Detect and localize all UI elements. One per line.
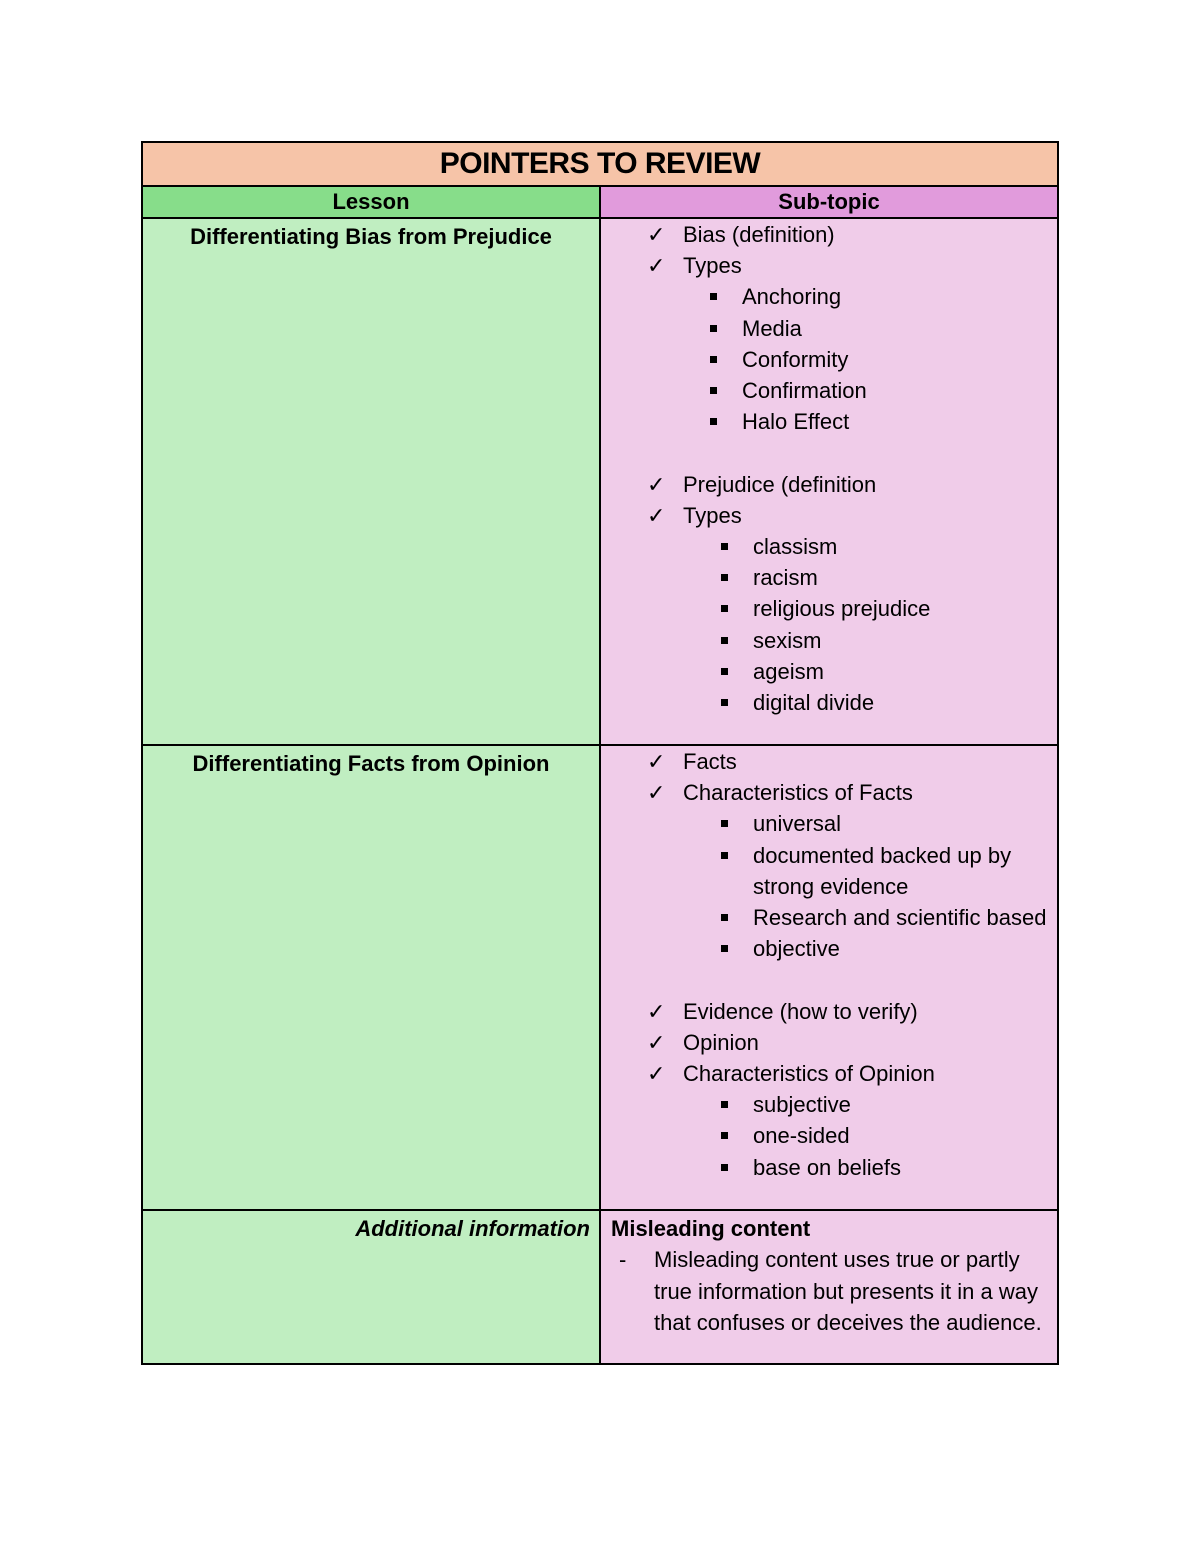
list-item — [601, 625, 1057, 656]
checkmark-icon: ✓ — [647, 780, 666, 806]
list-item — [601, 375, 1057, 406]
square-bullet-icon — [710, 293, 717, 300]
list-item-text: Conformity — [742, 346, 849, 372]
misleading-heading: Misleading content — [611, 1216, 811, 1241]
list-item-text: Types — [683, 253, 742, 279]
list-item-text: base on beliefs — [753, 1154, 901, 1180]
list-item — [601, 1120, 1057, 1151]
misleading-description: Misleading content uses true or partly true information but presents it in a way that confuses or deceives the audience. — [654, 1247, 1042, 1335]
list-item — [601, 531, 1057, 562]
table-row — [142, 745, 1058, 1210]
list-item — [601, 933, 1057, 964]
square-bullet-icon — [721, 820, 728, 827]
subtopic-list — [601, 746, 1057, 1183]
list-item — [601, 469, 1057, 500]
list-item-text: Halo Effect — [742, 409, 850, 435]
square-bullet-icon — [710, 418, 717, 425]
list-item — [601, 1058, 1057, 1089]
table-row — [142, 1210, 1058, 1364]
list-item-text: Prejudice (definition — [683, 471, 877, 497]
dash-bullet: - — [619, 1247, 627, 1272]
square-bullet-icon — [721, 668, 728, 675]
lesson-cell — [142, 745, 600, 1210]
table-row — [142, 218, 1058, 745]
checkmark-icon: ✓ — [647, 253, 666, 279]
list-item-text: Evidence (how to verify) — [683, 998, 918, 1024]
list-item — [601, 777, 1057, 808]
checkmark-icon: ✓ — [647, 1029, 666, 1055]
list-item-text: classism — [753, 534, 838, 560]
column-header-subtopic: Sub-topic — [600, 186, 1058, 218]
square-bullet-icon — [721, 605, 728, 612]
table-title: POINTERS TO REVIEW — [142, 142, 1058, 186]
list-item-text: Research and scientific based — [753, 905, 1047, 931]
subtopic-cell — [600, 745, 1058, 1210]
subtopic-cell — [600, 1210, 1058, 1364]
lesson-cell — [142, 1210, 600, 1364]
square-bullet-icon — [710, 325, 717, 332]
list-item-text: Anchoring — [742, 284, 842, 310]
list-item — [601, 996, 1057, 1027]
list-item-text: sexism — [753, 627, 822, 653]
square-bullet-icon — [721, 852, 728, 859]
square-bullet-icon — [721, 1101, 728, 1108]
list-item-text: Media — [742, 315, 802, 341]
checkmark-icon: ✓ — [647, 749, 666, 774]
list-item — [601, 1089, 1057, 1120]
lesson-title: Differentiating Bias from Prejudice — [190, 224, 552, 249]
list-item — [601, 219, 1057, 250]
list-item-text: universal — [753, 811, 842, 837]
list-item-text: racism — [753, 565, 818, 591]
checkmark-icon: ✓ — [647, 1061, 666, 1087]
square-bullet-icon — [721, 637, 728, 644]
list-spacer — [601, 964, 1057, 995]
checkmark-icon: ✓ — [647, 222, 666, 247]
list-item-text: Characteristics of Opinion — [683, 1061, 935, 1087]
square-bullet-icon — [710, 387, 717, 394]
list-item — [601, 593, 1057, 624]
list-item-text: Facts — [683, 749, 737, 774]
list-item — [601, 406, 1057, 437]
checkmark-icon: ✓ — [647, 471, 666, 497]
list-item-text: documented backed up by strong evidence — [753, 842, 1012, 899]
subtopic-list — [601, 219, 1057, 718]
list-item — [601, 687, 1057, 718]
square-bullet-icon — [721, 1164, 728, 1171]
list-item-text: digital divide — [753, 690, 875, 716]
list-item — [601, 562, 1057, 593]
list-item — [601, 840, 1057, 902]
list-item — [601, 1152, 1057, 1183]
list-item — [601, 902, 1057, 933]
list-item — [601, 656, 1057, 687]
list-item-text: ageism — [753, 658, 824, 684]
list-item — [601, 313, 1057, 344]
list-item — [601, 1244, 1057, 1339]
review-table — [141, 141, 1059, 1365]
square-bullet-icon — [710, 356, 717, 363]
checkmark-icon: ✓ — [647, 502, 666, 528]
list-item — [601, 1027, 1057, 1058]
square-bullet-icon — [721, 543, 728, 550]
list-item-text: Characteristics of Facts — [683, 780, 913, 806]
square-bullet-icon — [721, 1132, 728, 1139]
square-bullet-icon — [721, 914, 728, 921]
checkmark-icon: ✓ — [647, 998, 666, 1024]
list-item — [601, 808, 1057, 839]
list-item-text: one-sided — [753, 1123, 850, 1149]
list-item — [601, 344, 1057, 375]
list-item-text: subjective — [753, 1092, 851, 1118]
additional-info-label: Additional information — [355, 1216, 590, 1241]
list-spacer — [601, 437, 1057, 468]
list-item-text: Bias (definition) — [683, 222, 835, 247]
list-item — [601, 281, 1057, 312]
list-item — [601, 500, 1057, 531]
square-bullet-icon — [721, 699, 728, 706]
list-item-text: Confirmation — [742, 378, 867, 404]
list-item-text: religious prejudice — [753, 596, 931, 622]
square-bullet-icon — [721, 574, 728, 581]
column-header-lesson: Lesson — [142, 186, 600, 218]
lesson-title: Differentiating Facts from Opinion — [192, 751, 550, 776]
list-item-text: objective — [753, 936, 840, 962]
square-bullet-icon — [721, 945, 728, 952]
list-item-text: Types — [683, 502, 742, 528]
list-item — [601, 746, 1057, 777]
subtopic-cell — [600, 218, 1058, 745]
list-item — [601, 250, 1057, 281]
lesson-cell — [142, 218, 600, 745]
list-item-text: Opinion — [683, 1029, 759, 1055]
